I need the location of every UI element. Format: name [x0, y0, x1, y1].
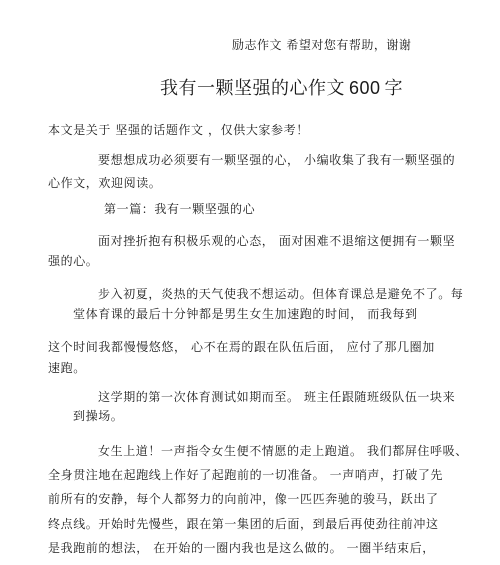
- body-line: 这学期的第一次体育测试如期而至。 班主任跟随班级队伍一块来: [98, 390, 456, 404]
- body-line: 心作文，欢迎阅读。: [48, 176, 162, 190]
- body-line: 本文是关于 坚强的话题作文 ，仅供大家参考！: [48, 123, 309, 137]
- body-line: 女生上道！一声指令女生便不情愿的走上跑道。 我们都屏住呼吸、: [98, 444, 468, 458]
- body-line: 堂体育课的最后十分钟都是男生女生加速跑的时间， 而我每到: [73, 307, 418, 321]
- header-note: 励志作文 希望对您有帮助，谢谢: [232, 38, 412, 52]
- body-line: 是我跑前的想法， 在开始的一圈内我也是这么做的。 一圈半结束后，: [48, 541, 435, 555]
- title-word-count: 600: [349, 78, 381, 98]
- title-text: 我有一颗坚强的心作文: [160, 78, 345, 99]
- title-suffix: 字: [384, 78, 404, 99]
- body-line: 步入初夏，炎热的天气使我不想运动。但体育课总是避免不了。每: [98, 287, 464, 301]
- body-line: 全身贯注地在起跑线上作好了起跑前的一切准备。 一声哨声，打破了先: [48, 468, 444, 482]
- body-line: 到操场。: [73, 409, 124, 423]
- body-line: 强的心。: [48, 254, 99, 268]
- body-line: 前所有的安静，每个人都努力的向前冲，像一匹匹奔驰的骏马，跃出了: [48, 492, 439, 506]
- document-title: [160, 74, 403, 100]
- body-line: 面对挫折抱有积极乐观的心态， 面对困难不退缩这便拥有一颗坚: [98, 234, 456, 248]
- body-line: 速跑。: [48, 361, 86, 375]
- body-line: 要想想成功必须要有一颗坚强的心， 小编收集了我有一颗坚强的: [98, 153, 456, 167]
- body-line: 终点线。开始时先慢些，跟在第一集团的后面，到最后再使劲往前冲这: [48, 517, 439, 531]
- body-line: 这个时间我都慢慢悠悠， 心不在焉的跟在队伍后面， 应付了那几圈加: [48, 340, 435, 354]
- section-heading: 第一篇：我有一颗坚强的心: [104, 202, 256, 216]
